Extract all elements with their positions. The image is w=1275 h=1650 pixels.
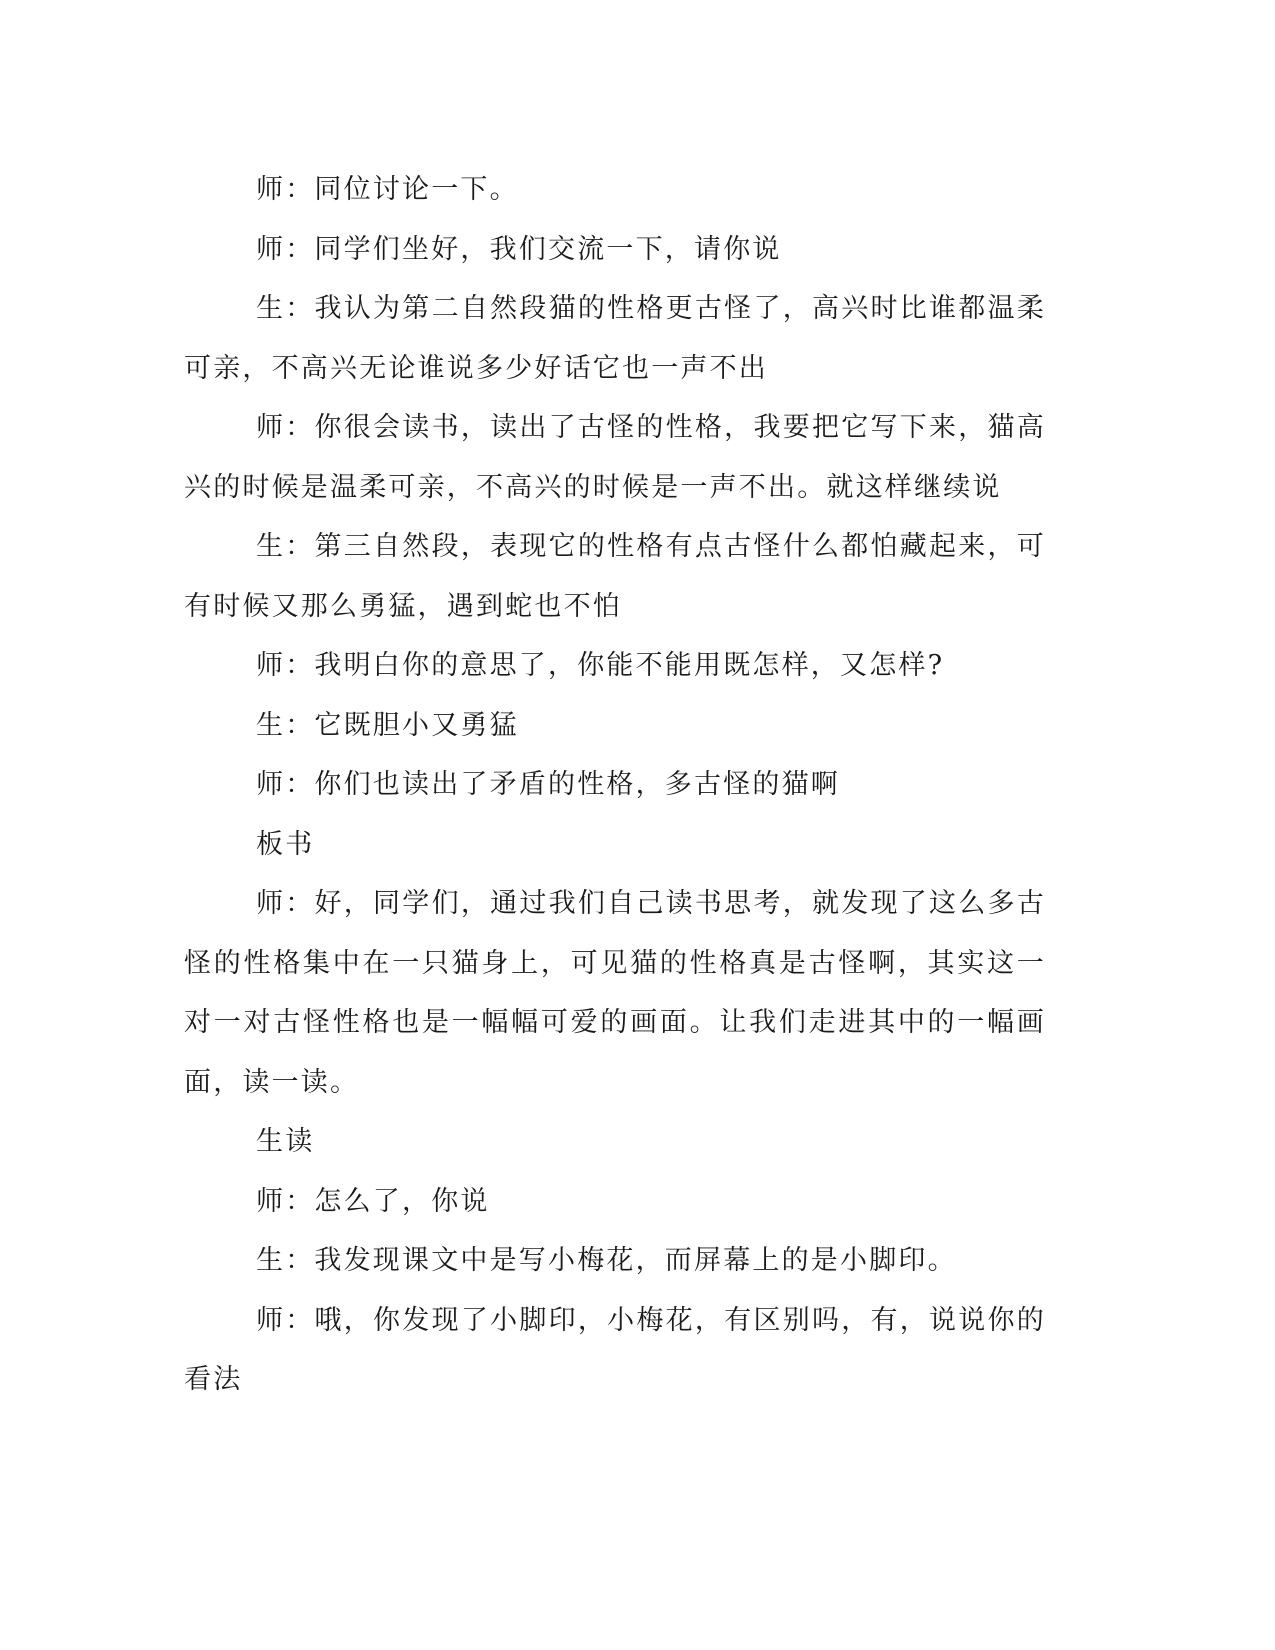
paragraph: 师：同学们坐好，我们交流一下，请你说 bbox=[256, 233, 782, 265]
paragraph: 师：怎么了，你说 bbox=[256, 1185, 490, 1217]
paragraph: 板书 bbox=[256, 828, 315, 860]
paragraph: 生：我认为第二自然段猫的性格更古怪了，高兴时比谁都温柔可亲，不高兴无论谁说多少好话它也一声不出 bbox=[184, 293, 1046, 384]
document-body bbox=[184, 160, 1046, 1410]
paragraph: 师：同位讨论一下。 bbox=[256, 174, 519, 205]
paragraph: 生：我发现课文中是写小梅花，而屏幕上的是小脚印。 bbox=[256, 1245, 957, 1276]
paragraph: 师：你很会读书，读出了古怪的性格，我要把它写下来，猫高兴的时候是温柔可亲，不高兴的时候是一声不出。就这样继续说 bbox=[184, 412, 1046, 503]
paragraph: 师：好，同学们，通过我们自己读书思考，就发现了这么多古怪的性格集中在一只猫身上，可见猫的性格真是古怪啊，其实这一对一对古怪性格也是一幅幅可爱的画面。让我们走进其中的一幅画面，读一读。 bbox=[184, 888, 1046, 1098]
paragraph: 师：你们也读出了矛盾的性格，多古怪的猫啊 bbox=[256, 769, 840, 800]
paragraph: 生：第三自然段，表现它的性格有点古怪什么都怕藏起来，可有时候又那么勇猛，遇到蛇也不怕 bbox=[184, 531, 1046, 622]
paragraph: 生读 bbox=[256, 1126, 315, 1157]
paragraph: 师：哦，你发现了小脚印，小梅花，有区别吗，有，说说你的看法 bbox=[184, 1304, 1046, 1395]
paragraph: 师：我明白你的意思了，你能不能用既怎样，又怎样? bbox=[256, 650, 945, 681]
paragraph: 生：它既胆小又勇猛 bbox=[256, 709, 519, 741]
